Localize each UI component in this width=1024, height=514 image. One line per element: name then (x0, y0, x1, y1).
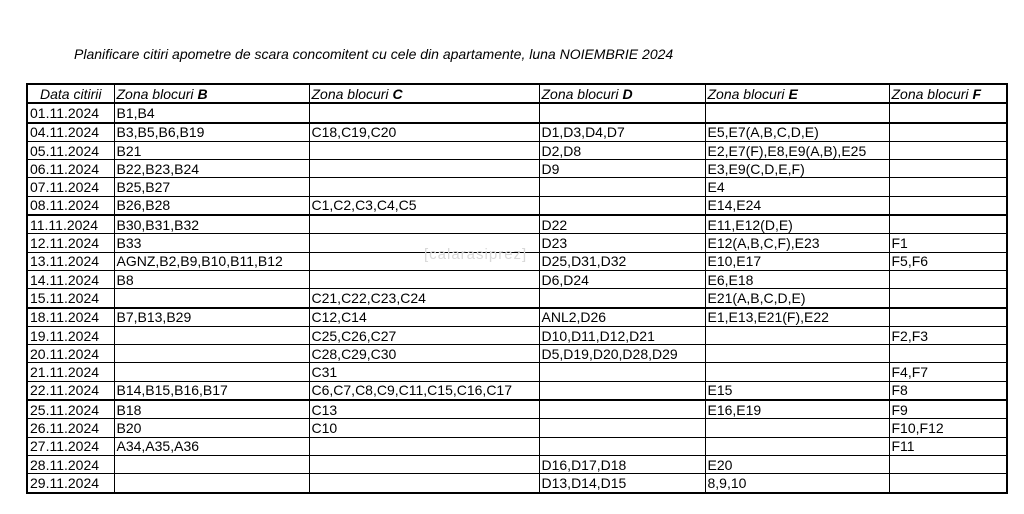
table-row (27, 308, 1007, 327)
zone-b-cell (114, 326, 309, 344)
zone-b-cell: B22,B23,B24 (114, 160, 309, 178)
table-row (27, 381, 1007, 400)
zone-f-cell (889, 123, 1007, 142)
table-row (27, 437, 1007, 455)
zone-e-cell: E20 (705, 455, 889, 473)
zone-e-cell (705, 326, 889, 344)
zone-e-cell: E10,E17 (705, 252, 889, 270)
zone-f-cell: F8 (889, 381, 1007, 400)
zone-f-cell (889, 160, 1007, 178)
table-row (27, 123, 1007, 142)
zone-d-cell: D23 (539, 234, 705, 252)
zone-c-cell: C18,C19,C20 (309, 123, 539, 142)
zone-c-cell (309, 437, 539, 455)
zone-f-cell: F1 (889, 234, 1007, 252)
zone-b-cell: B1,B4 (114, 103, 309, 122)
reading-date-cell: 28.11.2024 (27, 455, 114, 473)
reading-date-cell: 15.11.2024 (27, 289, 114, 308)
zone-e-cell: E11,E12(D,E) (705, 215, 889, 234)
zone-b-cell: B21 (114, 141, 309, 159)
zone-b-cell: B7,B13,B29 (114, 308, 309, 327)
zone-f-cell (889, 103, 1007, 122)
zone-d-cell: ANL2,D26 (539, 308, 705, 327)
reading-date-cell: 26.11.2024 (27, 419, 114, 437)
zone-b-cell: A34,A35,A36 (114, 437, 309, 455)
document-title: Planificare citiri apometre de scara concomitent cu cele din apartamente, luna NOIEMBRIE 2024 (74, 46, 674, 62)
zone-b-cell: B25,B27 (114, 178, 309, 196)
zone-d-cell (539, 381, 705, 400)
reading-date-cell: 04.11.2024 (27, 123, 114, 142)
zone-b-cell (114, 455, 309, 473)
table-row (27, 345, 1007, 363)
table-row (27, 252, 1007, 270)
header-zone-label: Zona blocuri (116, 85, 194, 102)
zone-e-cell: E12(A,B,C,F),E23 (705, 234, 889, 252)
zone-d-cell: D25,D31,D32 (539, 252, 705, 270)
table-row (27, 178, 1007, 196)
header-zone-letter: B (197, 85, 208, 102)
zone-e-cell (705, 345, 889, 363)
header-zone-letter: D (622, 85, 633, 102)
zone-f-cell (889, 455, 1007, 473)
zone-e-cell (705, 437, 889, 455)
zone-f-cell (889, 345, 1007, 363)
zone-e-cell (705, 103, 889, 122)
zone-f-cell (889, 215, 1007, 234)
zone-f-cell: F9 (889, 400, 1007, 419)
zone-d-cell: D9 (539, 160, 705, 178)
table-row (27, 474, 1007, 493)
table-row (27, 215, 1007, 234)
reading-date-cell: 01.11.2024 (27, 103, 114, 122)
zone-e-cell: E4 (705, 178, 889, 196)
zone-c-cell: C21,C22,C23,C24 (309, 289, 539, 308)
zone-b-cell (114, 289, 309, 308)
zone-d-cell: D1,D3,D4,D7 (539, 123, 705, 142)
reading-date-cell: 18.11.2024 (27, 308, 114, 327)
reading-date-cell: 11.11.2024 (27, 215, 114, 234)
header-zone-e (705, 84, 889, 103)
zone-c-cell: C10 (309, 419, 539, 437)
table-row (27, 400, 1007, 419)
zone-d-cell: D6,D24 (539, 270, 705, 288)
header-zone-label: Zona blocuri (891, 85, 969, 102)
table-row (27, 270, 1007, 288)
reading-date-cell: 25.11.2024 (27, 400, 114, 419)
zone-b-cell (114, 474, 309, 493)
zone-c-cell: C13 (309, 400, 539, 419)
zone-f-cell (889, 196, 1007, 215)
zone-f-cell (889, 289, 1007, 308)
zone-d-cell: D22 (539, 215, 705, 234)
reading-date-cell: 20.11.2024 (27, 345, 114, 363)
zone-c-cell (309, 270, 539, 288)
zone-c-cell (309, 215, 539, 234)
table-row (27, 160, 1007, 178)
zone-c-cell: C6,C7,C8,C9,C11,C15,C16,C17 (309, 381, 539, 400)
zone-f-cell: F5,F6 (889, 252, 1007, 270)
reading-date-cell: 07.11.2024 (27, 178, 114, 196)
zone-c-cell (309, 103, 539, 122)
header-zone-d (539, 84, 705, 103)
watermark: [calarasiprez] (424, 246, 528, 263)
zone-e-cell: E14,E24 (705, 196, 889, 215)
table-row (27, 103, 1007, 122)
zone-e-cell: E6,E18 (705, 270, 889, 288)
zone-f-cell: F10,F12 (889, 419, 1007, 437)
table-row (27, 196, 1007, 215)
reading-date-cell: 08.11.2024 (27, 196, 114, 215)
header-zone-f (889, 84, 1007, 103)
zone-f-cell (889, 474, 1007, 493)
zone-b-cell: B26,B28 (114, 196, 309, 215)
zone-c-cell: C31 (309, 363, 539, 381)
zone-c-cell (309, 455, 539, 473)
zone-d-cell (539, 400, 705, 419)
reading-date-cell: 14.11.2024 (27, 270, 114, 288)
zone-d-cell: D2,D8 (539, 141, 705, 159)
zone-c-cell (309, 474, 539, 493)
header-zone-letter: C (392, 85, 403, 102)
zone-e-cell: E16,E19 (705, 400, 889, 419)
zone-d-cell: D13,D14,D15 (539, 474, 705, 493)
zone-d-cell: D5,D19,D20,D28,D29 (539, 345, 705, 363)
reading-date-cell: 27.11.2024 (27, 437, 114, 455)
zone-d-cell: D10,D11,D12,D21 (539, 326, 705, 344)
zone-f-cell: F2,F3 (889, 326, 1007, 344)
reading-date-cell: 05.11.2024 (27, 141, 114, 159)
zone-b-cell: AGNZ,B2,B9,B10,B11,B12 (114, 252, 309, 270)
zone-c-cell (309, 141, 539, 159)
zone-b-cell: B8 (114, 270, 309, 288)
zone-c-cell: C28,C29,C30 (309, 345, 539, 363)
zone-b-cell (114, 345, 309, 363)
table-row (27, 363, 1007, 381)
reading-date-cell: 22.11.2024 (27, 381, 114, 400)
reading-date-cell: 06.11.2024 (27, 160, 114, 178)
table-row (27, 326, 1007, 344)
zone-b-cell: B30,B31,B32 (114, 215, 309, 234)
zone-d-cell (539, 196, 705, 215)
zone-d-cell (539, 178, 705, 196)
zone-c-cell (309, 178, 539, 196)
header-zone-label: Zona blocuri (311, 85, 389, 102)
zone-b-cell: B20 (114, 419, 309, 437)
reading-date-cell: 29.11.2024 (27, 474, 114, 493)
zone-f-cell (889, 141, 1007, 159)
zone-e-cell: E15 (705, 381, 889, 400)
reading-date-cell: 19.11.2024 (27, 326, 114, 344)
zone-c-cell (309, 252, 539, 270)
zone-e-cell: 8,9,10 (705, 474, 889, 493)
reading-schedule-table (26, 83, 1008, 494)
reading-date-cell: 21.11.2024 (27, 363, 114, 381)
reading-date-cell: 12.11.2024 (27, 234, 114, 252)
zone-d-cell (539, 289, 705, 308)
reading-date-cell: 13.11.2024 (27, 252, 114, 270)
zone-d-cell: D16,D17,D18 (539, 455, 705, 473)
zone-f-cell (889, 308, 1007, 327)
table-row (27, 455, 1007, 473)
zone-e-cell: E2,E7(F),E8,E9(A,B),E25 (705, 141, 889, 159)
zone-c-cell (309, 234, 539, 252)
table-row (27, 289, 1007, 308)
zone-e-cell: E1,E13,E21(F),E22 (705, 308, 889, 327)
header-zone-label: Zona blocuri (707, 85, 785, 102)
zone-b-cell: B33 (114, 234, 309, 252)
zone-d-cell (539, 437, 705, 455)
zone-c-cell (309, 160, 539, 178)
zone-d-cell (539, 363, 705, 381)
table-row (27, 141, 1007, 159)
header-zone-label: Zona blocuri (541, 85, 619, 102)
zone-c-cell: C12,C14 (309, 308, 539, 327)
zone-e-cell: E3,E9(C,D,E,F) (705, 160, 889, 178)
header-zone-b (114, 84, 309, 103)
zone-e-cell: E5,E7(A,B,C,D,E) (705, 123, 889, 142)
zone-b-cell (114, 363, 309, 381)
zone-d-cell (539, 419, 705, 437)
zone-f-cell (889, 270, 1007, 288)
zone-e-cell (705, 419, 889, 437)
zone-c-cell: C25,C26,C27 (309, 326, 539, 344)
table-row (27, 234, 1007, 252)
zone-b-cell: B14,B15,B16,B17 (114, 381, 309, 400)
table-header-row (27, 84, 1007, 103)
zone-f-cell (889, 178, 1007, 196)
zone-e-cell: E21(A,B,C,D,E) (705, 289, 889, 308)
table-row (27, 419, 1007, 437)
zone-e-cell (705, 363, 889, 381)
zone-b-cell: B18 (114, 400, 309, 419)
zone-f-cell: F11 (889, 437, 1007, 455)
header-zone-letter: F (972, 85, 982, 102)
zone-b-cell: B3,B5,B6,B19 (114, 123, 309, 142)
zone-f-cell: F4,F7 (889, 363, 1007, 381)
zone-c-cell: C1,C2,C3,C4,C5 (309, 196, 539, 215)
zone-d-cell (539, 103, 705, 122)
header-zone-c (309, 84, 539, 103)
header-zone-letter: E (788, 85, 798, 102)
header-date: Data citirii (27, 84, 114, 103)
